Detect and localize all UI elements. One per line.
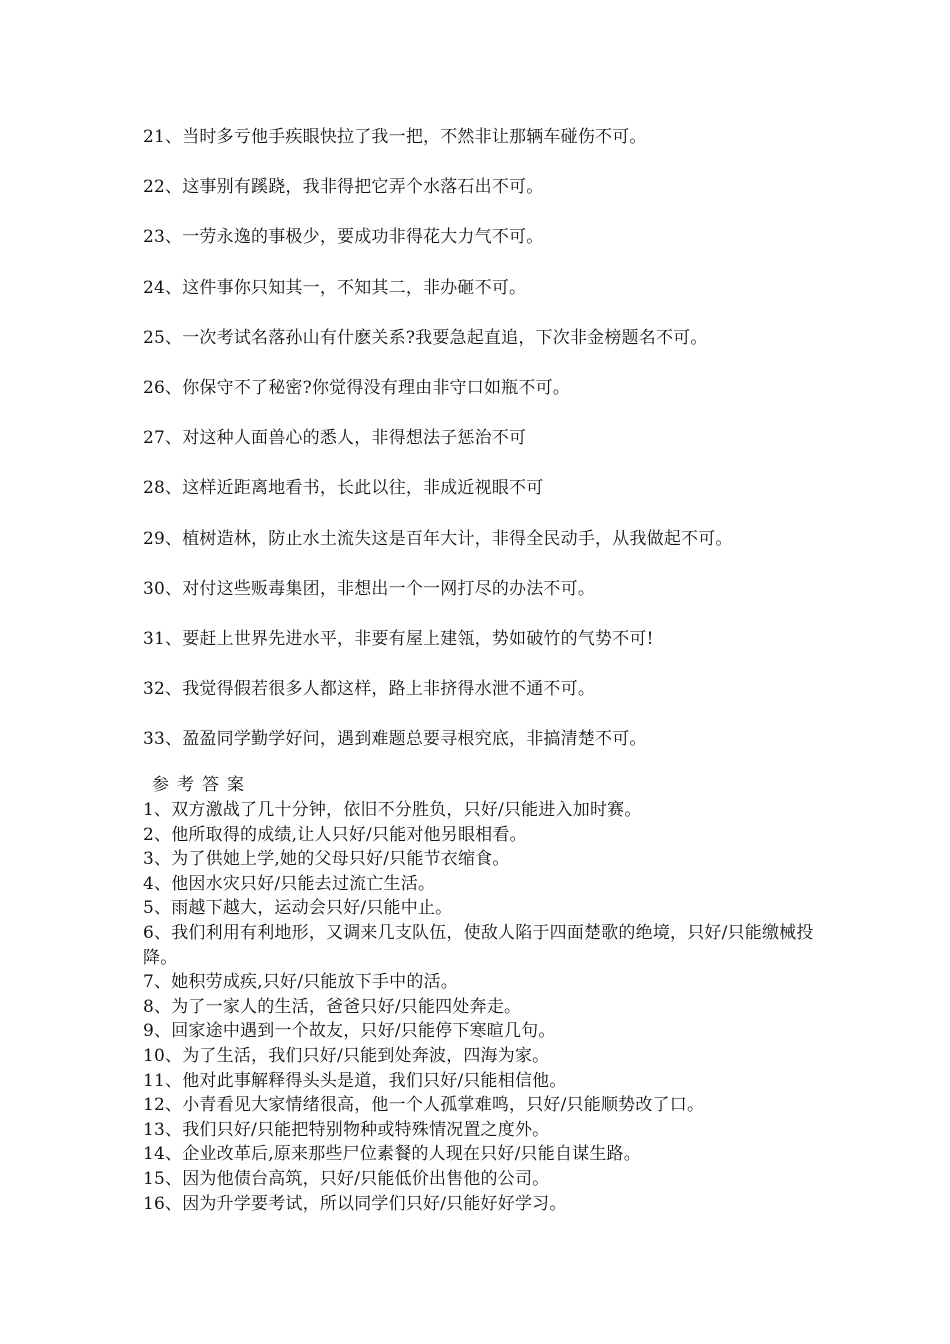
answer-item: 5、雨越下越大，运动会只好/只能中止。	[143, 898, 453, 919]
question-item: 32、我觉得假若很多人都这样，路上非挤得水泄不通不可。	[143, 679, 596, 700]
question-item: 28、这样近距离地看书，长此以往，非成近视眼不可	[143, 478, 544, 499]
question-item: 23、一劳永逸的事极少，要成功非得花大力气不可。	[143, 227, 544, 248]
question-item: 27、对这种人面兽心的悉人，非得想法子惩治不可	[143, 428, 527, 449]
question-item: 33、盈盈同学勤学好问，遇到难题总要寻根究底，非搞清楚不可。	[143, 729, 647, 750]
answer-item: 9、回家途中遇到一个故友，只好/只能停下寒暄几句。	[143, 1021, 556, 1042]
answer-item: 4、他因水灾只好/只能去过流亡生活。	[143, 873, 436, 894]
question-item: 26、你保守不了秘密?你觉得没有理由非守口如瓶不可。	[143, 377, 570, 398]
answer-item: 14、企业改革后,原来那些尸位素餐的人现在只好/只能自谋生路。	[143, 1144, 641, 1165]
answer-item: 7、她积劳成疾,只好/只能放下手中的活。	[143, 972, 458, 993]
answer-item: 16、因为升学要考试，所以同学们只好/只能好好学习。	[143, 1193, 567, 1214]
answer-item: 1、双方激战了几十分钟，依旧不分胜负，只好/只能进入加时赛。	[143, 800, 642, 820]
answer-item: 13、我们只好/只能把特别物种或特殊情况置之度外。	[143, 1119, 550, 1140]
answer-item: 15、因为他债台高筑，只好/只能低价出售他的公司。	[143, 1168, 550, 1189]
question-item: 25、一次考试名落孙山有什麽关系?我要急起直追，下次非金榜题名不可。	[143, 327, 708, 348]
answer-item: 8、为了一家人的生活，爸爸只好/只能四处奔走。	[143, 996, 522, 1017]
question-item: 24、这件事你只知其一，不知其二，非办砸不可。	[143, 277, 527, 298]
answer-item: 2、他所取得的成绩,让人只好/只能对他另眼相看。	[143, 824, 527, 845]
question-list	[143, 124, 933, 776]
answer-item: 10、为了生活，我们只好/只能到处奔波，四海为家。	[143, 1045, 550, 1066]
question-item: 29、植树造林，防止水土流失这是百年大计，非得全民动手，从我做起不可。	[143, 528, 733, 549]
answer-item: 11、他对此事解释得头头是道，我们只好/只能相信他。	[143, 1070, 567, 1091]
answer-list	[143, 798, 823, 1216]
answer-item: 12、小青看见大家情绪很高，他一个人孤掌难鸣，只好/只能顺势改了口。	[143, 1095, 705, 1116]
answer-item: 6、我们利用有利地形，又调来几支队伍，使敌人陷于四面楚歌的绝境，只好/只能缴械投降。	[143, 922, 814, 968]
question-item: 31、要赶上世界先进水平，非要有屋上建瓴，势如破竹的气势不可!	[143, 628, 654, 649]
question-item: 22、这事别有蹊跷，我非得把它弄个水落石出不可。	[143, 177, 544, 198]
answers-heading: 参考答案	[152, 775, 252, 795]
question-item: 30、对付这些贩毒集团，非想出一个一网打尽的办法不可。	[143, 578, 596, 599]
question-item: 21、当时多亏他手疾眼快拉了我一把，不然非让那辆车碰伤不可。	[143, 127, 647, 147]
answer-item: 3、为了供她上学,她的父母只好/只能节衣缩食。	[143, 849, 510, 870]
